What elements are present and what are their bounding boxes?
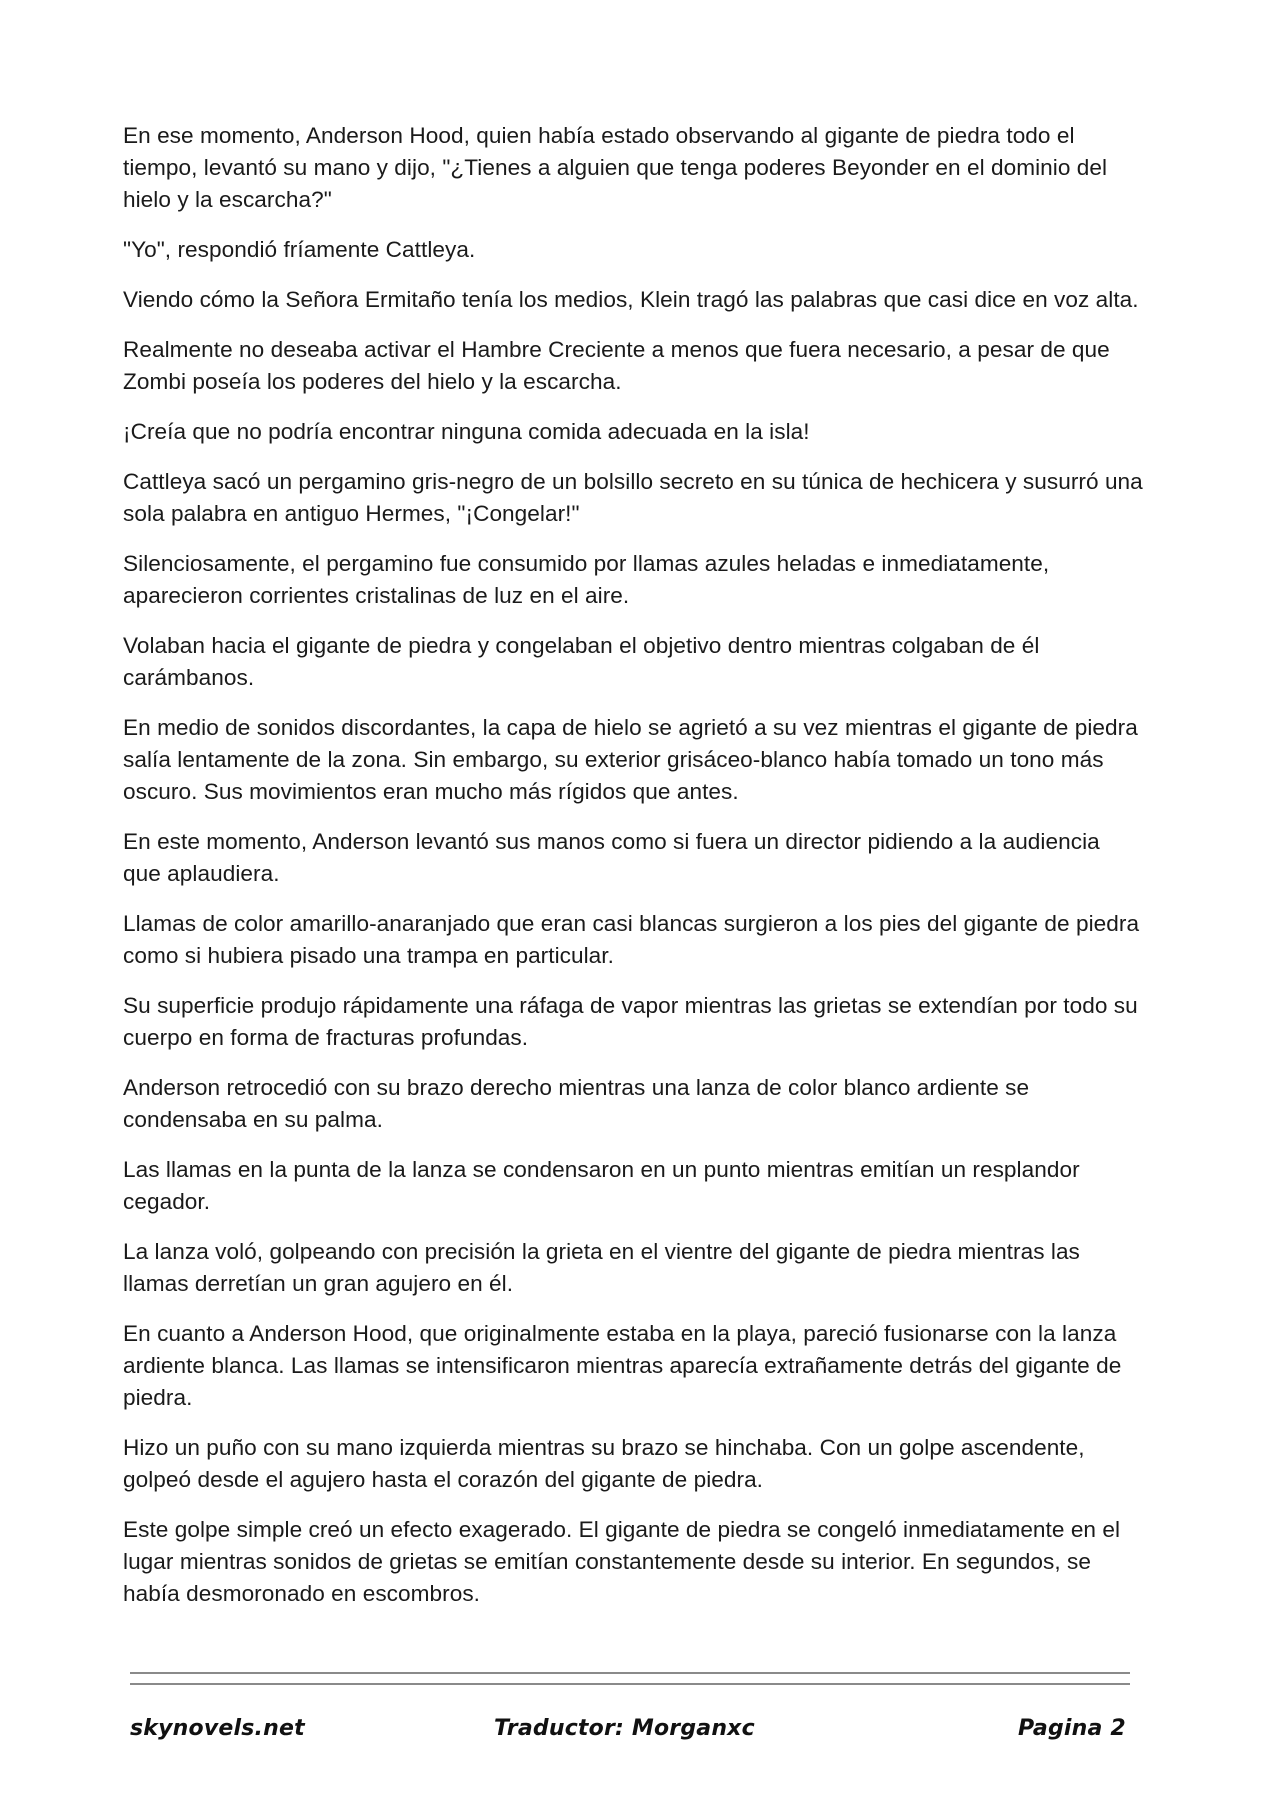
- paragraph: "Yo", respondió fríamente Cattleya.: [123, 237, 476, 262]
- footer-divider-bottom: [130, 1683, 1130, 1685]
- paragraph: Cattleya sacó un pergamino gris-negro de un bolsillo secreto en su túnica de hechicera y susurró una sola palabra en antiguo Hermes, "¡Congelar!": [123, 469, 1143, 526]
- paragraph: Volaban hacia el gigante de piedra y congelaban el objetivo dentro mientras colgaban de él carámbanos.: [123, 633, 1040, 690]
- footer-divider-top: [130, 1672, 1130, 1674]
- footer-site: skynovels.net: [130, 1716, 305, 1741]
- paragraph: ¡Creía que no podría encontrar ninguna comida adecuada en la isla!: [123, 419, 810, 444]
- paragraph: Anderson retrocedió con su brazo derecho mientras una lanza de color blanco ardiente se condensaba en su palma.: [123, 1075, 1030, 1132]
- paragraph: La lanza voló, golpeando con precisión la grieta en el vientre del gigante de piedra mientras las llamas derretían un gran agujero en él.: [123, 1239, 1080, 1296]
- paragraph: Realmente no deseaba activar el Hambre Creciente a menos que fuera necesario, a pesar de que Zombi poseía los poderes del hielo y la escarcha.: [123, 337, 1110, 394]
- paragraph: Las llamas en la punta de la lanza se condensaron en un punto mientras emitían un resplandor cegador.: [123, 1157, 1080, 1214]
- footer-page-number: Pagina 2: [1018, 1716, 1126, 1741]
- paragraph: En medio de sonidos discordantes, la capa de hielo se agrietó a su vez mientras el gigante de piedra salía lentamente de la zona. Sin embargo, su exterior grisáceo-blanco había tomado un tono más oscuro. Sus movimientos eran mucho más rígidos que antes.: [123, 715, 1138, 804]
- paragraph: En cuanto a Anderson Hood, que originalmente estaba en la playa, pareció fusionarse con la lanza ardiente blanca. Las llamas se intensificaron mientras aparecía extrañamente detrás del gigante de piedra.: [123, 1321, 1122, 1410]
- body-text: [123, 120, 1143, 1628]
- paragraph: Viendo cómo la Señora Ermitaño tenía los medios, Klein tragó las palabras que casi dice en voz alta.: [123, 287, 1139, 312]
- paragraph: Hizo un puño con su mano izquierda mientras su brazo se hinchaba. Con un golpe ascendente, golpeó desde el agujero hasta el corazón del gigante de piedra.: [123, 1435, 1085, 1492]
- paragraph: Silenciosamente, el pergamino fue consumido por llamas azules heladas e inmediatamente, aparecieron corrientes cristalinas de luz en el aire.: [123, 551, 1050, 608]
- paragraph: En ese momento, Anderson Hood, quien había estado observando al gigante de piedra todo el tiempo, levantó su mano y dijo, "¿Tienes a alguien que tenga poderes Beyonder en el dominio del hielo y la escarcha?": [123, 123, 1108, 212]
- paragraph: Llamas de color amarillo-anaranjado que eran casi blancas surgieron a los pies del gigante de piedra como si hubiera pisado una trampa en particular.: [123, 911, 1140, 968]
- paragraph: Este golpe simple creó un efecto exagerado. El gigante de piedra se congeló inmediatamente en el lugar mientras sonidos de grietas se emitían constantemente desde su interior. En segundos, se había desmoronado en escombros.: [123, 1517, 1121, 1606]
- paragraph: En este momento, Anderson levantó sus manos como si fuera un director pidiendo a la audiencia que aplaudiera.: [123, 829, 1100, 886]
- paragraph: Su superficie produjo rápidamente una ráfaga de vapor mientras las grietas se extendían por todo su cuerpo en forma de fracturas profundas.: [123, 993, 1138, 1050]
- footer-translator: Traductor: Morganxc: [494, 1716, 755, 1741]
